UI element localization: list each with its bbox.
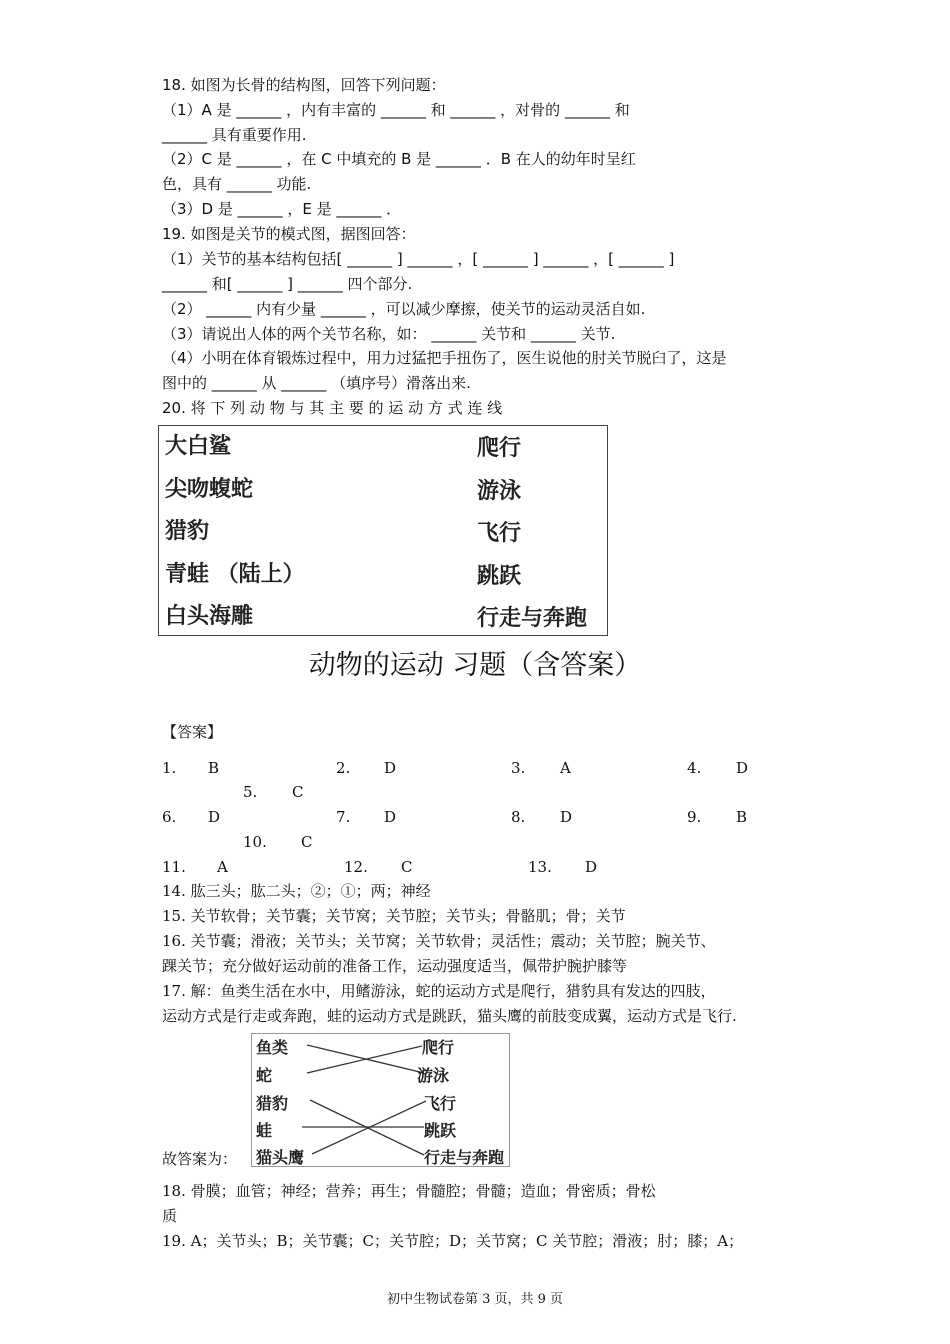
mode-item: 飞行 bbox=[477, 521, 522, 546]
fig-mode: 飞行 bbox=[424, 1094, 457, 1113]
mc-num: 3. bbox=[511, 759, 526, 777]
animal-item: 尖吻蝮蛇 bbox=[165, 477, 254, 502]
mc-answer: A bbox=[560, 759, 571, 777]
answer-19: 19. A；关节头；B；关节囊；C；关节腔；D；关节窝；C 关节腔；滑液；肘；膝；A； bbox=[162, 1232, 744, 1250]
mc-answer: D bbox=[384, 808, 397, 826]
q19-line5: （3）请说出人体的两个关节名称，如： ______ 关节和 ______ 关节. bbox=[162, 325, 616, 343]
q19-line4: （2） ______ 内有少量 ______ ，可以减少摩擦，使关节的运动灵活自如. bbox=[162, 300, 646, 318]
answer-17-line3: 故答案为： bbox=[162, 1150, 238, 1168]
mc-answer: C bbox=[301, 833, 313, 851]
fig-animal: 猫头鹰 bbox=[256, 1148, 305, 1167]
q18-line2: （1）A 是 ______ ，内有丰富的 ______ 和 ______ ，对骨的 ______ 和 bbox=[162, 101, 630, 119]
q18-line3: ______ 具有重要作用. bbox=[162, 126, 307, 144]
fig-mode: 爬行 bbox=[422, 1038, 455, 1057]
q19-line2: （1）关节的基本结构包括[ ______ ] ______ ，[ ______ ] ______ ，[ ______ ] bbox=[162, 250, 675, 268]
q19-line1: 19. 如图是关节的模式图，据图回答： bbox=[162, 225, 416, 243]
answers-header: 【答案】 bbox=[162, 723, 223, 741]
q19-line7: 图中的 ______ 从 ______ （填序号）滑落出来. bbox=[162, 374, 471, 392]
matching-table bbox=[158, 425, 608, 636]
answer-18-line1: 18. 骨膜；血管；神经；营养；再生；骨髓腔；骨髓；造血；骨密质；骨松 bbox=[162, 1182, 656, 1200]
answer-17-line2: 运动方式是行走或奔跑，蛙的运动方式是跳跃，猫头鹰的前肢变成翼，运动方式是飞行. bbox=[162, 1007, 737, 1025]
fig-mode: 跳跃 bbox=[424, 1121, 457, 1140]
mode-item: 跳跃 bbox=[477, 564, 522, 589]
animal-item: 白头海雕 bbox=[165, 604, 254, 629]
answer-16-line1: 16. 关节囊；滑液；关节头；关节窝；关节软骨；灵活性；震动；关节腔；腕关节、 bbox=[162, 932, 716, 950]
mc-answer: B bbox=[208, 759, 220, 777]
q18-line1: 18. 如图为长骨的结构图，回答下列问题： bbox=[162, 76, 446, 94]
mc-num: 4. bbox=[687, 759, 702, 777]
mode-item: 行走与奔跑 bbox=[477, 606, 588, 631]
mc-num: 2. bbox=[336, 759, 351, 777]
mc-answer: C bbox=[401, 858, 413, 876]
animal-item: 大白鲨 bbox=[165, 434, 232, 459]
q18-line5: 色，具有 ______ 功能. bbox=[162, 175, 312, 193]
mc-num: 1. bbox=[162, 759, 177, 777]
answer-14: 14. 肱三头；肱二头；②；①；两；神经 bbox=[162, 882, 431, 900]
mc-answer: D bbox=[384, 759, 397, 777]
answer-17-line1: 17. 解：鱼类生活在水中，用鳍游泳，蛇的运动方式是爬行，猎豹具有发达的四肢， bbox=[162, 982, 716, 1000]
fig-animal: 蛙 bbox=[256, 1121, 273, 1140]
mc-num: 9. bbox=[687, 808, 702, 826]
answer-16-line2: 踝关节；充分做好运动前的准备工作，运动强度适当，佩带护腕护膝等 bbox=[162, 957, 628, 975]
mc-num: 13. bbox=[528, 858, 552, 876]
q20-line1: 20. 将 下 列 动 物 与 其 主 要 的 运 动 方 式 连 线 bbox=[162, 399, 503, 417]
q18-line6: （3）D 是 ______ ，E 是 ______ ． bbox=[162, 200, 402, 218]
mc-answer: D bbox=[736, 759, 749, 777]
mc-answer: D bbox=[560, 808, 573, 826]
mc-num: 11. bbox=[162, 858, 186, 876]
mc-num: 7. bbox=[336, 808, 351, 826]
q18-line4: （2）C 是 ______ ，在 C 中填充的 B 是 ______ ．B 在人的幼年时呈红 bbox=[162, 150, 636, 168]
page-footer: 初中生物试卷第 3 页，共 9 页 bbox=[386, 1292, 564, 1307]
answer-17-figure bbox=[251, 1033, 510, 1167]
fig-mode: 游泳 bbox=[417, 1066, 450, 1085]
mc-num: 8. bbox=[511, 808, 526, 826]
mc-num: 12. bbox=[344, 858, 368, 876]
section-title: 动物的运动 习题（含答案） bbox=[308, 650, 642, 681]
mc-answer: B bbox=[736, 808, 748, 826]
mc-num: 10. bbox=[243, 833, 267, 851]
animal-item: 猎豹 bbox=[165, 519, 210, 544]
fig-animal: 蛇 bbox=[256, 1066, 273, 1085]
q19-line3: ______ 和[ ______ ] ______ 四个部分. bbox=[162, 275, 413, 293]
animal-item: 青蛙 （陆上） bbox=[165, 562, 305, 587]
mode-item: 爬行 bbox=[477, 436, 522, 461]
mc-answer: C bbox=[292, 783, 304, 801]
mc-num: 5. bbox=[243, 783, 258, 801]
mc-answer: A bbox=[217, 858, 228, 876]
mc-num: 6. bbox=[162, 808, 177, 826]
mc-answer: D bbox=[585, 858, 598, 876]
mode-item: 游泳 bbox=[477, 479, 522, 504]
fig-animal: 猎豹 bbox=[256, 1094, 289, 1113]
q19-line6: （4）小明在体育锻炼过程中，用力过猛把手扭伤了，医生说他的肘关节脱臼了，这是 bbox=[162, 349, 727, 367]
answer-18-line2: 质 bbox=[162, 1207, 178, 1225]
answer-15: 15. 关节软骨；关节囊；关节窝；关节腔；关节头；骨骼肌；骨；关节 bbox=[162, 907, 626, 925]
mc-answer: D bbox=[208, 808, 221, 826]
fig-mode: 行走与奔跑 bbox=[424, 1148, 505, 1167]
fig-animal: 鱼类 bbox=[256, 1038, 289, 1057]
